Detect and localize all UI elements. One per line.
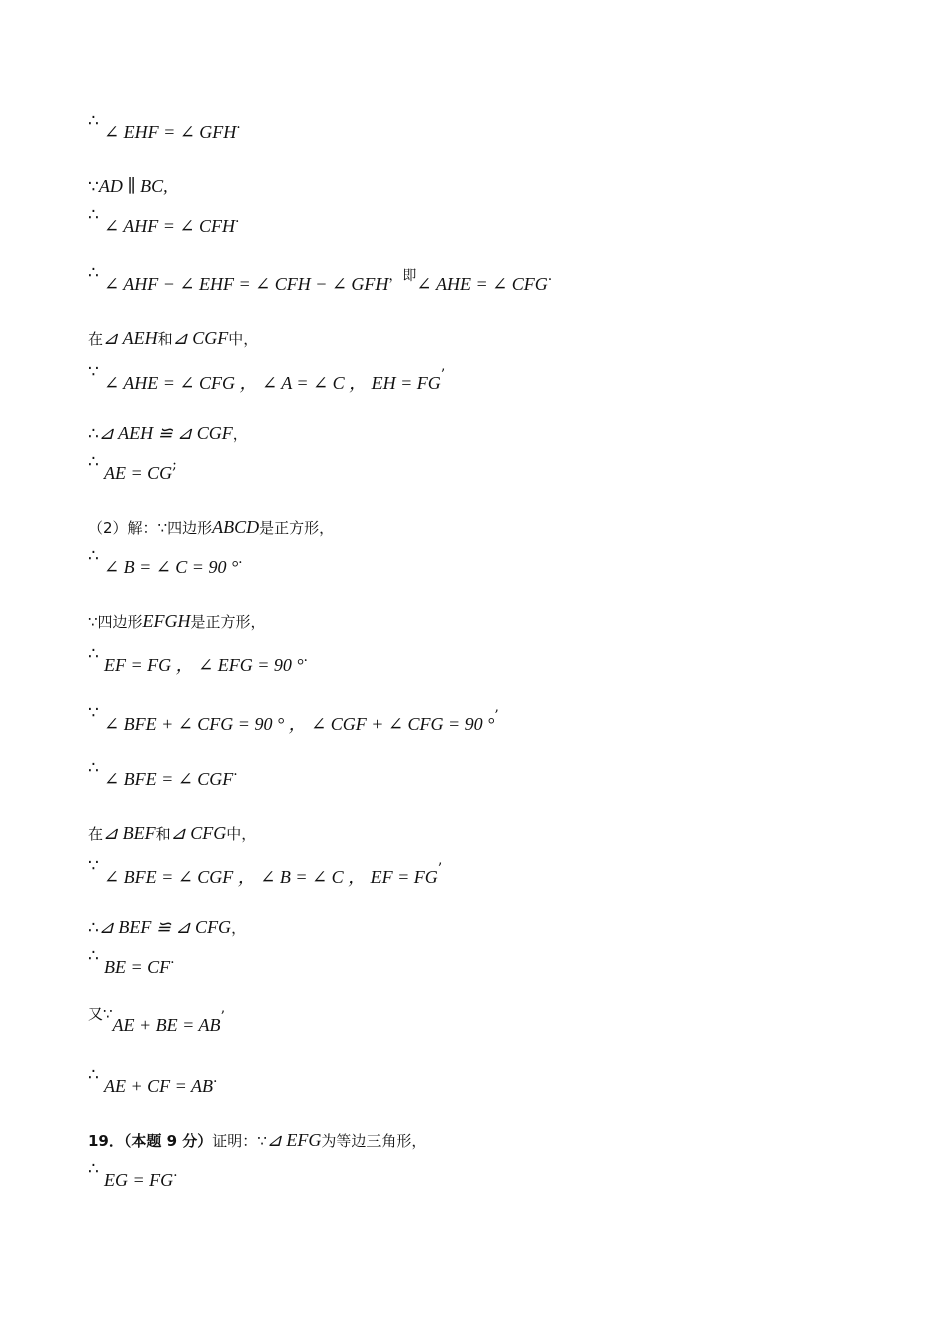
therefore-symbol: ∴ <box>88 918 99 938</box>
proof-line-19 <box>88 1005 225 1036</box>
equation: ⊿ AEH ≌ ⊿ CGF <box>98 423 233 443</box>
punctuation: ’ <box>440 367 446 383</box>
triangle-cgf: ⊿ CGF <box>172 328 229 348</box>
prefix-text: 在 <box>88 825 104 843</box>
punctuation: . <box>212 1070 218 1086</box>
proof-line-18: ∴BE = CF. <box>88 946 175 977</box>
equation: ∠ BFE + ∠ CFG = 90 ° ， ∠ CGF + ∠ CFG = 90 ° <box>104 714 495 734</box>
punctuation: . <box>233 763 238 779</box>
punctuation: ’ <box>494 708 499 724</box>
proof-line-1: ∴∠ EHF = ∠ GFH. <box>88 111 241 142</box>
proof-line-16: ∵∠ BFE = ∠ CGF ， ∠ B = ∠ C ， EF = FG’ <box>88 856 443 887</box>
suffix-text: 为等边三角形， <box>321 1132 427 1150</box>
punctuation: . <box>238 551 243 567</box>
punctuation: ; <box>172 457 177 473</box>
equation-2: ∠ AHE = ∠ CFG <box>416 274 548 294</box>
punctuation: ’ <box>220 1009 225 1025</box>
connective-text: 和 <box>157 330 173 348</box>
proof-line-20: ∴AE + CF = AB. <box>88 1065 218 1096</box>
punctuation: , <box>163 176 168 196</box>
equation: ⊿ BEF ≌ ⊿ CFG <box>98 917 232 937</box>
suffix-text: 中， <box>228 330 259 348</box>
suffix-text: 是正方形， <box>259 519 335 537</box>
proof-line-6: ∵∠ AHE = ∠ CFG ， ∠ A = ∠ C ， EH = FG’ <box>88 362 446 393</box>
punctuation: ’ <box>437 861 443 877</box>
proof-line-13: ∵∠ BFE + ∠ CFG = 90 ° ， ∠ CGF + ∠ CFG = 90 °’ <box>88 703 499 734</box>
proof-line-12: ∴EF = FG ， ∠ EFG = 90 °. <box>88 644 308 675</box>
square-abcd: ABCD <box>212 517 260 537</box>
equation: AE = CG <box>104 463 173 483</box>
proof-line-8: ∴AE = CG; <box>88 452 177 483</box>
question-label: 19．（本题 9 分） <box>88 1132 213 1150</box>
equation: BE = CF <box>104 957 171 977</box>
punctuation: . <box>547 268 553 284</box>
suffix-text: 中， <box>226 825 257 843</box>
connective-text: 和 <box>155 825 171 843</box>
equation: ∠ BFE = ∠ CGF <box>104 769 234 789</box>
equation: EF = FG ， ∠ EFG = 90 ° <box>104 655 304 675</box>
punctuation: . <box>236 116 241 132</box>
equation: AE + BE = AB <box>112 1015 221 1035</box>
proof-line-3: ∴∠ AHF = ∠ CFH. <box>88 205 240 236</box>
therefore-symbol: ∴ <box>88 424 99 444</box>
equation: EG = FG <box>104 1170 174 1190</box>
proof-line-11 <box>88 611 266 632</box>
prefix-text: 又∵ <box>88 1005 113 1023</box>
equation: ∠ EHF = ∠ GFH <box>104 122 237 142</box>
equation: ∠ AHE = ∠ CFG ， ∠ A = ∠ C ， EH = FG <box>104 373 441 393</box>
equation: AE + CF = AB <box>104 1076 213 1096</box>
proof-intro: 证明：∵ <box>212 1132 267 1150</box>
proof-line-15 <box>88 823 256 844</box>
proof-line-10: ∴∠ B = ∠ C = 90 °. <box>88 546 243 577</box>
triangle-efg: ⊿ EFG <box>266 1130 322 1150</box>
equation: ∠ AHF − ∠ EHF = ∠ CFH − ∠ GFH <box>104 274 389 294</box>
prefix-text: （2）解：∵四边形 <box>88 519 213 537</box>
punctuation: . <box>173 1164 178 1180</box>
proof-line-22: ∴EG = FG. <box>88 1159 178 1190</box>
proof-line-7 <box>88 423 248 444</box>
connective-text: ，即 <box>388 268 417 284</box>
question-19-heading <box>88 1130 426 1151</box>
punctuation: . <box>170 951 175 967</box>
equation: ∠ BFE = ∠ CGF ， ∠ B = ∠ C ， EF = FG <box>104 867 438 887</box>
punctuation: . <box>303 649 308 665</box>
equation: ∠ AHF = ∠ CFH <box>104 216 235 236</box>
proof-line-14: ∴∠ BFE = ∠ CGF. <box>88 758 238 789</box>
part-2-heading <box>88 517 334 538</box>
triangle-cfg: ⊿ CFG <box>170 823 227 843</box>
triangle-bef: ⊿ BEF <box>103 823 156 843</box>
equation: ∠ B = ∠ C = 90 ° <box>104 557 239 577</box>
prefix-text: ∵四边形 <box>88 613 143 631</box>
proof-line-5 <box>88 328 258 349</box>
equation: AD ∥ BC <box>98 176 164 196</box>
square-efgh: EFGH <box>142 611 191 631</box>
punctuation: . <box>234 210 240 226</box>
punctuation: ， <box>232 425 248 443</box>
proof-line-2 <box>88 176 168 197</box>
proof-line-17 <box>88 917 246 938</box>
prefix-text: 在 <box>88 330 104 348</box>
punctuation: ， <box>231 919 247 937</box>
suffix-text: 是正方形， <box>190 613 266 631</box>
triangle-aeh: ⊿ AEH <box>103 328 158 348</box>
proof-line-4: ∴∠ AHF − ∠ EHF = ∠ CFH − ∠ GFH，即∠ AHE = ∠ CFG. <box>88 263 553 294</box>
because-symbol: ∵ <box>88 177 99 197</box>
